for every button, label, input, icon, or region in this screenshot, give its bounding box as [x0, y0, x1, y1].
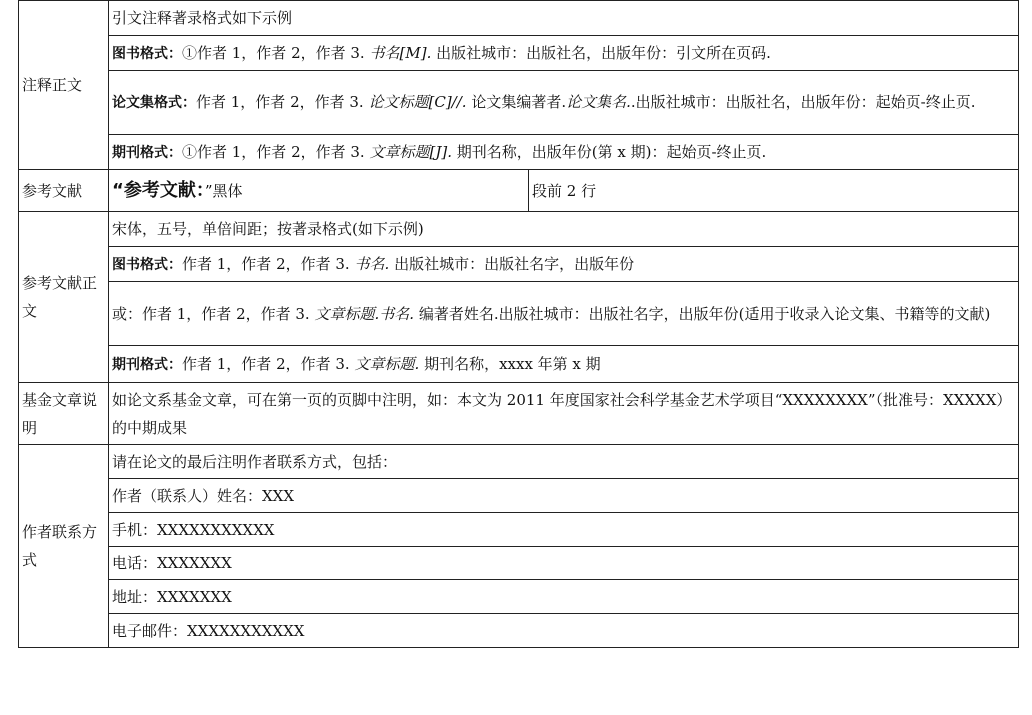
refs-alt-info: 编著者姓名.出版社城市：出版社名字，出版年份(适用于收录入论文集、书籍等的文献) — [418, 304, 991, 323]
notes-intro-row — [19, 1, 1019, 36]
notes-label: 注释正文 — [19, 1, 109, 170]
ref-heading-text: 参考文献： — [123, 179, 205, 201]
contact-tel: 电话：XXXXXXX — [109, 547, 1019, 580]
notes-book-row — [19, 36, 1019, 71]
refs-book-head: 图书格式： — [112, 256, 182, 273]
notes-journal-head: 期刊格式： — [112, 144, 182, 161]
notes-intro: 引文注释著录格式如下示例 — [109, 1, 1019, 36]
notes-journal-format — [109, 135, 1019, 170]
refs-book-row — [19, 247, 1019, 282]
ref-heading-row — [19, 170, 1019, 212]
notes-journal-authors: ①作者 1，作者 2，作者 3. — [182, 142, 365, 161]
notes-book-publisher: 出版社城市：出版社名，出版年份：引文所在页码. — [436, 43, 771, 62]
contact-address: 地址：XXXXXXX — [109, 580, 1019, 614]
contact-label: 作者联系方式 — [19, 445, 109, 648]
refs-journal-row — [19, 346, 1019, 383]
contact-address-row — [19, 580, 1019, 614]
refs-book-authors: 作者 1，作者 2，作者 3. — [182, 254, 350, 273]
notes-collection-publisher: .出版社城市：出版社名，出版年份：起始页-终止页. — [630, 93, 976, 111]
fund-text: 如论文系基金文章，可在第一页的页脚中注明，如：本文为 2011 年度国家社会科学基金艺术学项目“XXXXXXXX”（批准号：XXXXX）的中期成果 — [109, 383, 1019, 445]
contact-intro-row — [19, 445, 1019, 479]
refs-journal-format — [109, 346, 1019, 383]
ref-heading-style — [109, 170, 529, 212]
notes-journal-row — [19, 135, 1019, 170]
notes-book-authors: ①作者 1，作者 2，作者 3. — [182, 43, 365, 62]
refs-alt-authors: 或：作者 1，作者 2，作者 3. — [112, 304, 310, 323]
format-spec-table — [18, 0, 1019, 648]
refs-label: 参考文献正文 — [19, 212, 109, 383]
fund-label: 基金文章说明 — [19, 383, 109, 445]
refs-journal-authors: 作者 1，作者 2，作者 3. — [182, 354, 350, 373]
refs-journal-head: 期刊格式： — [112, 356, 182, 373]
notes-journal-title: 文章标题[J]. — [369, 142, 452, 161]
notes-book-head: 图书格式： — [112, 45, 182, 62]
ref-heading-label: 参考文献 — [19, 170, 109, 212]
notes-book-title: 书名[M]. — [369, 43, 432, 62]
notes-collection-format — [109, 71, 1019, 135]
notes-journal-info: 期刊名称，出版年份(第 x 期)：起始页-终止页. — [456, 142, 767, 161]
contact-name: 作者（联系人）姓名：XXX — [109, 479, 1019, 513]
ref-heading-font: ”黑体 — [204, 181, 243, 200]
refs-alt-format — [109, 282, 1019, 346]
contact-tel-row — [19, 547, 1019, 580]
notes-collection-authors: 作者 1，作者 2，作者 3. — [196, 93, 364, 111]
refs-alt-row — [19, 282, 1019, 346]
notes-collection-row — [19, 71, 1019, 135]
notes-collection-title: 论文标题[C]//. — [368, 93, 467, 111]
refs-intro-row — [19, 212, 1019, 247]
notes-collection-head: 论文集格式： — [112, 95, 196, 111]
notes-collection-book-title: 论文集名. — [566, 93, 631, 111]
refs-alt-title: 文章标题.书名. — [314, 304, 415, 323]
refs-journal-title: 文章标题. — [354, 354, 420, 373]
notes-collection-editor: 论文集编著者. — [471, 93, 567, 111]
fund-row — [19, 383, 1019, 445]
contact-email-row — [19, 614, 1019, 648]
contact-email: 电子邮件：XXXXXXXXXXX — [109, 614, 1019, 648]
contact-phone-row — [19, 513, 1019, 547]
refs-book-title: 书名. — [354, 254, 390, 273]
contact-name-row — [19, 479, 1019, 513]
contact-intro: 请在论文的最后注明作者联系方式，包括： — [109, 445, 1019, 479]
ref-heading-quote-open: “ — [112, 179, 124, 201]
refs-journal-info: 期刊名称，xxxx 年第 x 期 — [424, 354, 601, 373]
refs-book-publisher: 出版社城市：出版社名字，出版年份 — [394, 254, 635, 273]
refs-book-format — [109, 247, 1019, 282]
contact-phone: 手机：XXXXXXXXXXX — [109, 513, 1019, 547]
ref-heading-spacing: 段前 2 行 — [529, 170, 1019, 212]
notes-book-format — [109, 36, 1019, 71]
refs-intro: 宋体，五号，单倍间距；按著录格式(如下示例) — [109, 212, 1019, 247]
